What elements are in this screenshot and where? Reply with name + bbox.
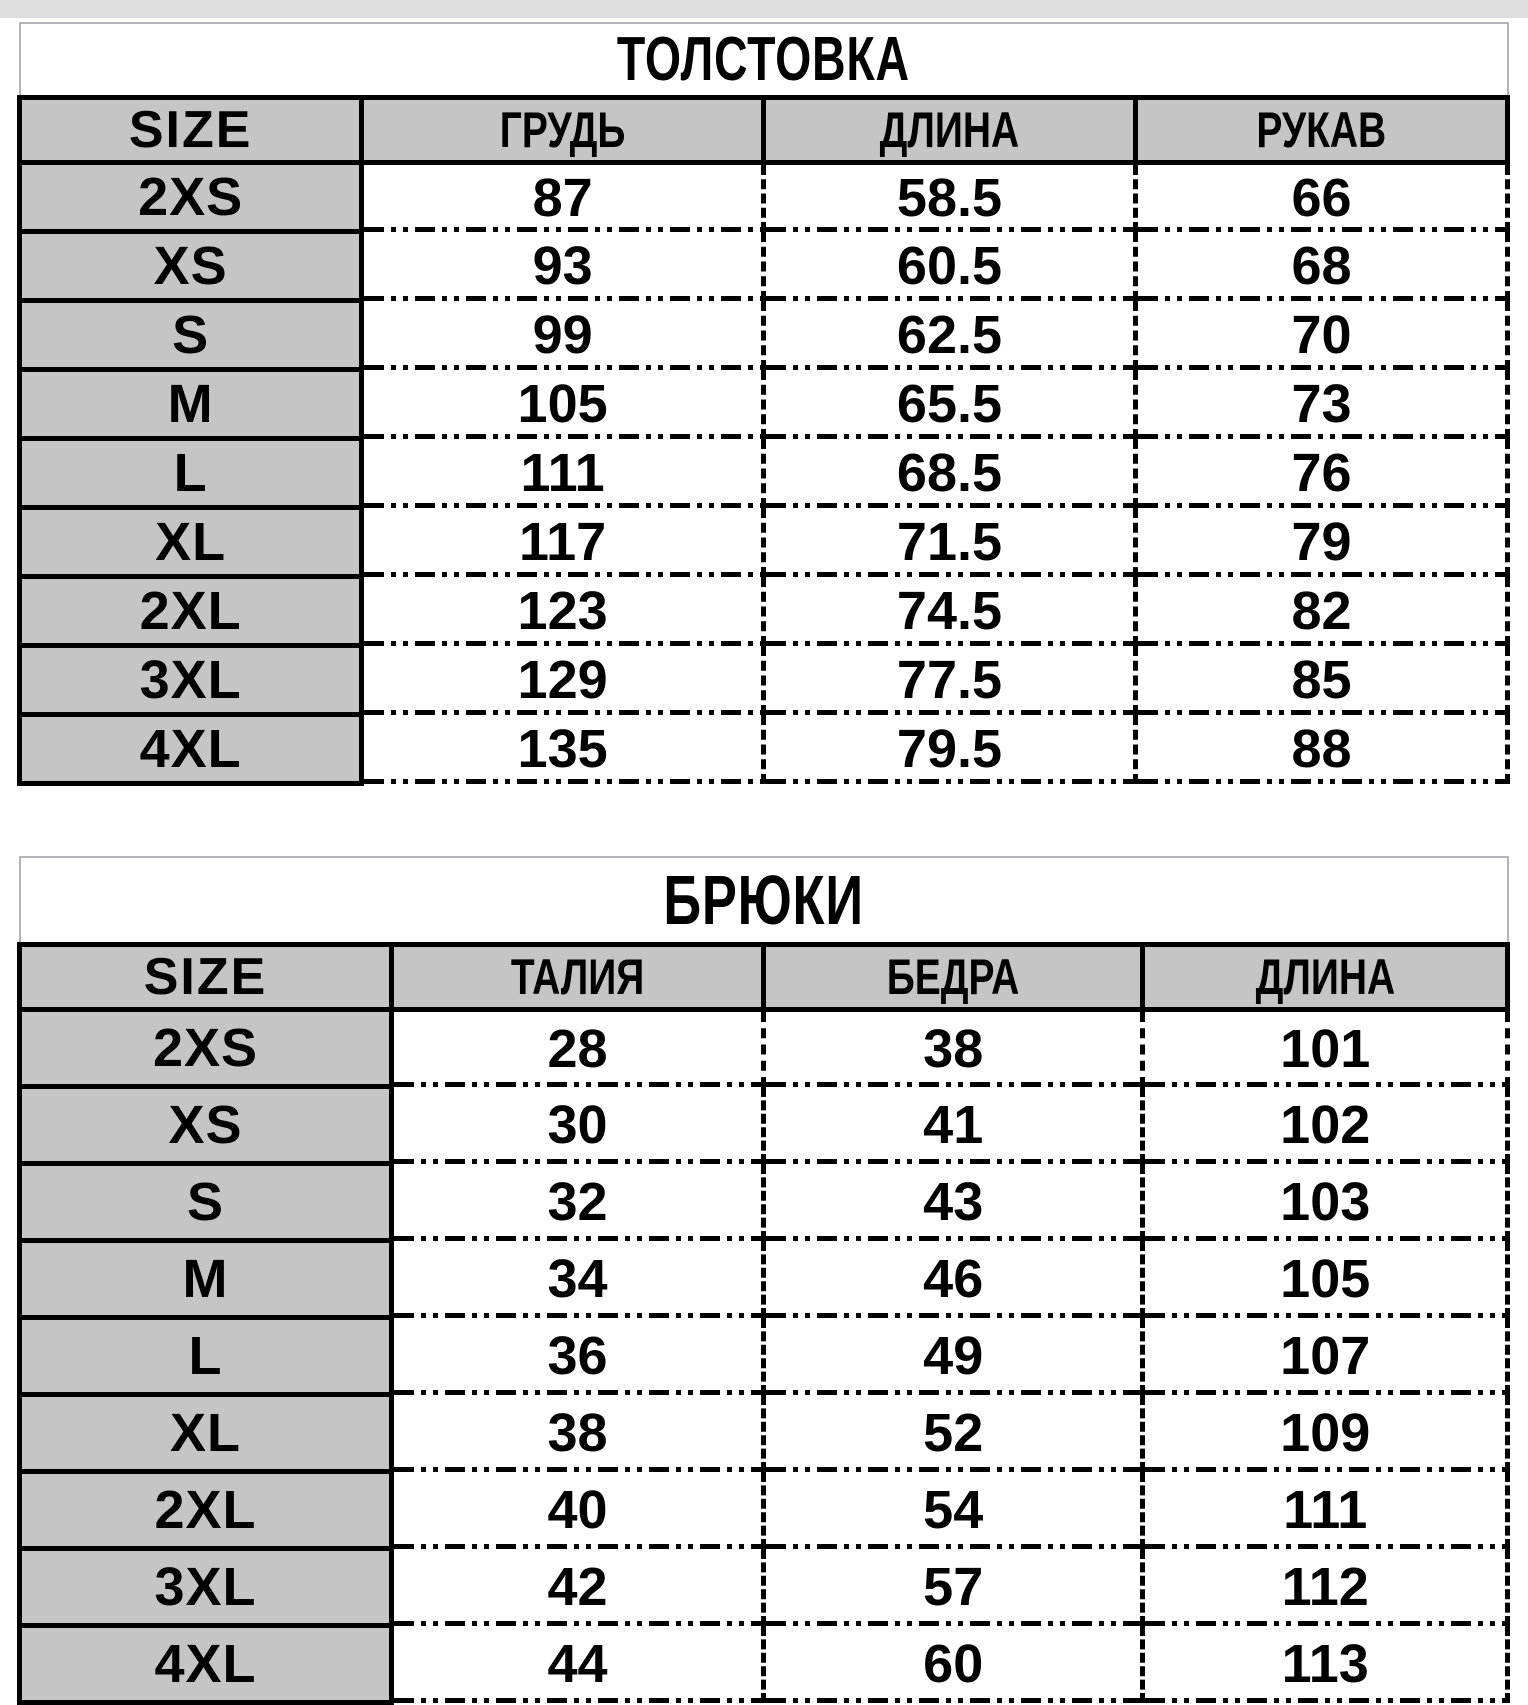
measurement-value: 68 (1135, 232, 1507, 301)
table-row (20, 1164, 1508, 1241)
table-row (20, 1241, 1508, 1318)
measurement-value: 28 (392, 1010, 764, 1087)
table-row (20, 1010, 1508, 1087)
header-row (20, 98, 1508, 163)
table-title (20, 857, 1508, 945)
size-label: L (20, 439, 362, 508)
measurement-value: 105 (1143, 1241, 1508, 1318)
measurement-value: 111 (362, 439, 764, 508)
size-label: XL (20, 1395, 392, 1472)
measurement-value: 57 (764, 1549, 1143, 1626)
measurement-value: 68.5 (763, 439, 1135, 508)
measurement-value: 38 (764, 1010, 1143, 1087)
table-row (20, 1318, 1508, 1395)
measurement-value: 102 (1143, 1087, 1508, 1164)
size-label: 3XL (20, 646, 362, 715)
table-row (20, 163, 1508, 232)
size-label: XS (20, 232, 362, 301)
size-label: M (20, 370, 362, 439)
table-title-text: БРЮКИ (663, 861, 864, 939)
size-label: 4XL (20, 715, 362, 784)
measurement-value: 103 (1143, 1164, 1508, 1241)
measurement-value: 93 (362, 232, 764, 301)
measurement-value: 77.5 (763, 646, 1135, 715)
table-row (20, 232, 1508, 301)
size-table-pants (17, 856, 1510, 1705)
size-label: 2XS (20, 1010, 392, 1087)
measurement-value: 60.5 (763, 232, 1135, 301)
measurement-value: 65.5 (763, 370, 1135, 439)
measurement-value: 109 (1143, 1395, 1508, 1472)
measurement-value: 105 (362, 370, 764, 439)
size-label: XS (20, 1087, 392, 1164)
column-header-size: SIZE (20, 945, 392, 1010)
measurement-value: 32 (392, 1164, 764, 1241)
column-header-chest: ГРУДЬ (362, 98, 764, 163)
measurement-value: 38 (392, 1395, 764, 1472)
measurement-value: 74.5 (763, 577, 1135, 646)
measurement-value: 43 (764, 1164, 1143, 1241)
measurement-value: 70 (1135, 301, 1507, 370)
measurement-value: 34 (392, 1241, 764, 1318)
size-label: M (20, 1241, 392, 1318)
measurement-value: 58.5 (763, 163, 1135, 232)
size-label: 4XL (20, 1626, 392, 1703)
measurement-value: 73 (1135, 370, 1507, 439)
measurement-value: 135 (362, 715, 764, 784)
table-row (20, 577, 1508, 646)
size-charts (17, 22, 1510, 1705)
size-label: 3XL (20, 1549, 392, 1626)
measurement-value: 62.5 (763, 301, 1135, 370)
measurement-value: 129 (362, 646, 764, 715)
measurement-value: 76 (1135, 439, 1507, 508)
measurement-value: 117 (362, 508, 764, 577)
column-header-length: ДЛИНА (1143, 945, 1508, 1010)
table-title-text: ТОЛСТОВКА (616, 25, 911, 94)
size-label: 2XL (20, 577, 362, 646)
measurement-value: 112 (1143, 1549, 1508, 1626)
measurement-value: 49 (764, 1318, 1143, 1395)
measurement-value: 107 (1143, 1318, 1508, 1395)
measurement-value: 99 (362, 301, 764, 370)
column-header-length: ДЛИНА (763, 98, 1135, 163)
measurement-value: 101 (1143, 1010, 1508, 1087)
measurement-value: 46 (764, 1241, 1143, 1318)
measurement-value: 85 (1135, 646, 1507, 715)
measurement-value: 54 (764, 1472, 1143, 1549)
table-row (20, 646, 1508, 715)
measurement-value: 42 (392, 1549, 764, 1626)
column-header-size: SIZE (20, 98, 362, 163)
size-label: XL (20, 508, 362, 577)
size-label: 2XL (20, 1472, 392, 1549)
measurement-value: 79.5 (763, 715, 1135, 784)
measurement-value: 30 (392, 1087, 764, 1164)
measurement-value: 36 (392, 1318, 764, 1395)
measurement-value: 87 (362, 163, 764, 232)
column-header-sleeve: РУКАВ (1135, 98, 1507, 163)
measurement-value: 79 (1135, 508, 1507, 577)
table-row (20, 1087, 1508, 1164)
measurement-value: 52 (764, 1395, 1143, 1472)
measurement-value: 40 (392, 1472, 764, 1549)
column-header-hips: БЕДРА (764, 945, 1143, 1010)
measurement-value: 82 (1135, 577, 1507, 646)
table-row (20, 301, 1508, 370)
size-label: S (20, 301, 362, 370)
table-row (20, 508, 1508, 577)
title-row (20, 23, 1508, 98)
measurement-value: 66 (1135, 163, 1507, 232)
measurement-value: 71.5 (763, 508, 1135, 577)
table-row (20, 715, 1508, 784)
table-row (20, 1626, 1508, 1703)
column-header-waist: ТАЛИЯ (392, 945, 764, 1010)
measurement-value: 123 (362, 577, 764, 646)
table-row (20, 1395, 1508, 1472)
measurement-value: 41 (764, 1087, 1143, 1164)
measurement-value: 60 (764, 1626, 1143, 1703)
table-row (20, 439, 1508, 508)
measurement-value: 111 (1143, 1472, 1508, 1549)
header-row (20, 945, 1508, 1010)
table-row (20, 370, 1508, 439)
measurement-value: 44 (392, 1626, 764, 1703)
table-title (20, 23, 1508, 98)
table-row (20, 1549, 1508, 1626)
size-label: 2XS (20, 163, 362, 232)
size-table-hoodie (17, 22, 1510, 786)
table-row (20, 1472, 1508, 1549)
page-top-strip (0, 0, 1528, 18)
title-row (20, 857, 1508, 945)
measurement-value: 88 (1135, 715, 1507, 784)
size-label: L (20, 1318, 392, 1395)
size-label: S (20, 1164, 392, 1241)
measurement-value: 113 (1143, 1626, 1508, 1703)
